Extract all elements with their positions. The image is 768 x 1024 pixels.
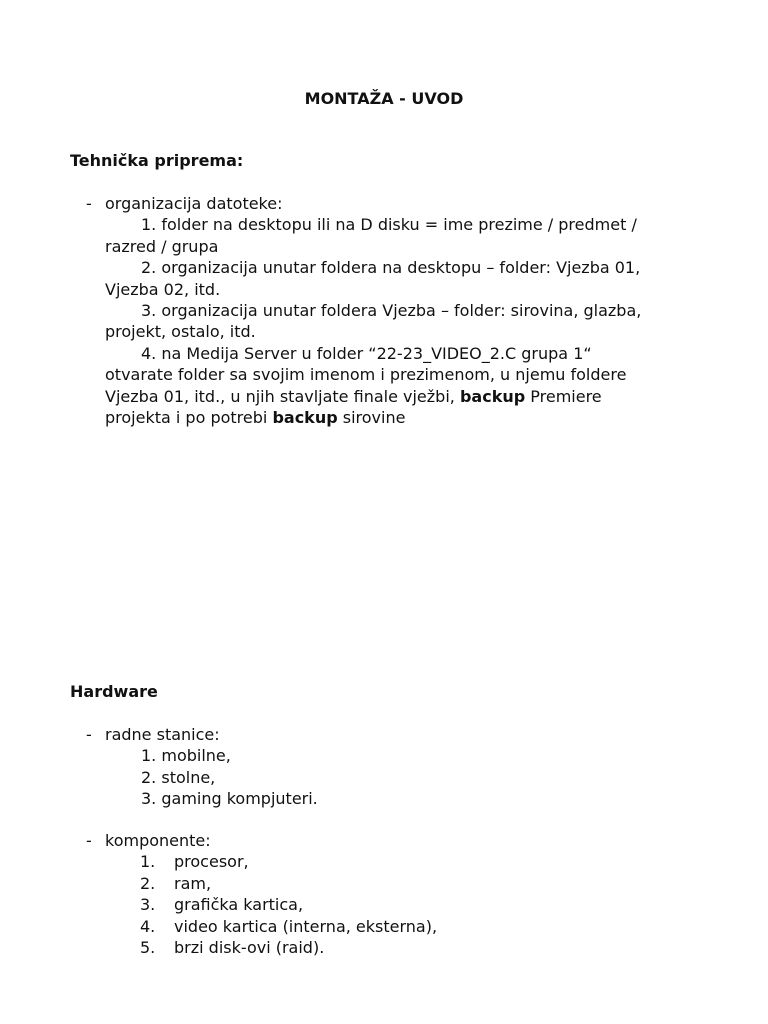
item-number: 4. (140, 916, 156, 936)
components-list (86, 830, 706, 958)
item-number: 2. (140, 873, 156, 893)
page-title: MONTAŽA - UVOD (304, 89, 464, 108)
numbered-item: 2. organizacija unutar foldera na desktopu – folder: Vjezba 01, (141, 258, 641, 278)
numbered-item (86, 937, 706, 958)
bullet-dash: - (86, 725, 92, 744)
numbered-item: 3. gaming kompjuteri. (141, 789, 318, 809)
item-number: 1. (140, 852, 156, 872)
file-organization-list (86, 193, 706, 428)
numbered-item: 4. na Medija Server u folder “22-23_VIDEO_2.C grupa 1“ (141, 343, 592, 363)
list-item (86, 724, 706, 810)
text-run: Premiere (530, 386, 602, 406)
numbered-item-continuation: razred / grupa (105, 236, 219, 256)
bullet-dash: - (86, 831, 92, 850)
numbered-item-continuation: projekt, ostalo, itd. (105, 322, 256, 342)
bullet-text: komponente: (105, 831, 211, 850)
workstations-list (86, 724, 706, 810)
item-text: procesor, (174, 852, 249, 872)
text-run: sirovine (342, 408, 406, 428)
list-item (86, 193, 706, 428)
numbered-item: 1. folder na desktopu ili na D disku = ime prezime / predmet / (141, 215, 637, 235)
numbered-item-continuation (105, 407, 706, 428)
item-number: 3. (140, 895, 156, 915)
item-text: video kartica (interna, eksterna), (174, 916, 438, 936)
text-run: projekta i po potrebi (105, 408, 268, 428)
list-item (86, 830, 706, 851)
item-text: brzi disk-ovi (raid). (174, 938, 325, 958)
numbered-item (86, 851, 706, 872)
numbered-item (86, 894, 706, 915)
bullet-dash: - (86, 194, 92, 213)
numbered-item: 3. organizacija unutar foldera Vjezba – folder: sirovina, glazba, (141, 301, 642, 321)
numbered-item (86, 916, 706, 937)
bullet-text: organizacija datoteke: (105, 194, 283, 213)
bullet-text: radne stanice: (105, 725, 220, 744)
numbered-item: 2. stolne, (141, 767, 216, 787)
item-number: 5. (140, 938, 156, 958)
item-text: ram, (174, 873, 212, 893)
numbered-item-continuation (105, 386, 706, 407)
section-heading-hardware: Hardware (70, 682, 158, 701)
numbered-item: 1. mobilne, (141, 746, 231, 766)
numbered-item-continuation: Vjezba 02, itd. (105, 279, 221, 299)
text-run: Vjezba 01, itd., u njih stavljate finale vježbi, (105, 386, 455, 406)
item-text: grafička kartica, (174, 895, 304, 915)
numbered-item (86, 873, 706, 894)
numbered-item-continuation: otvarate folder sa svojim imenom i prezimenom, u njemu foldere (105, 365, 627, 385)
bold-text: backup (272, 408, 338, 428)
section-heading-tehnicka-priprema: Tehnička priprema: (70, 151, 244, 170)
bold-text: backup (459, 386, 526, 406)
